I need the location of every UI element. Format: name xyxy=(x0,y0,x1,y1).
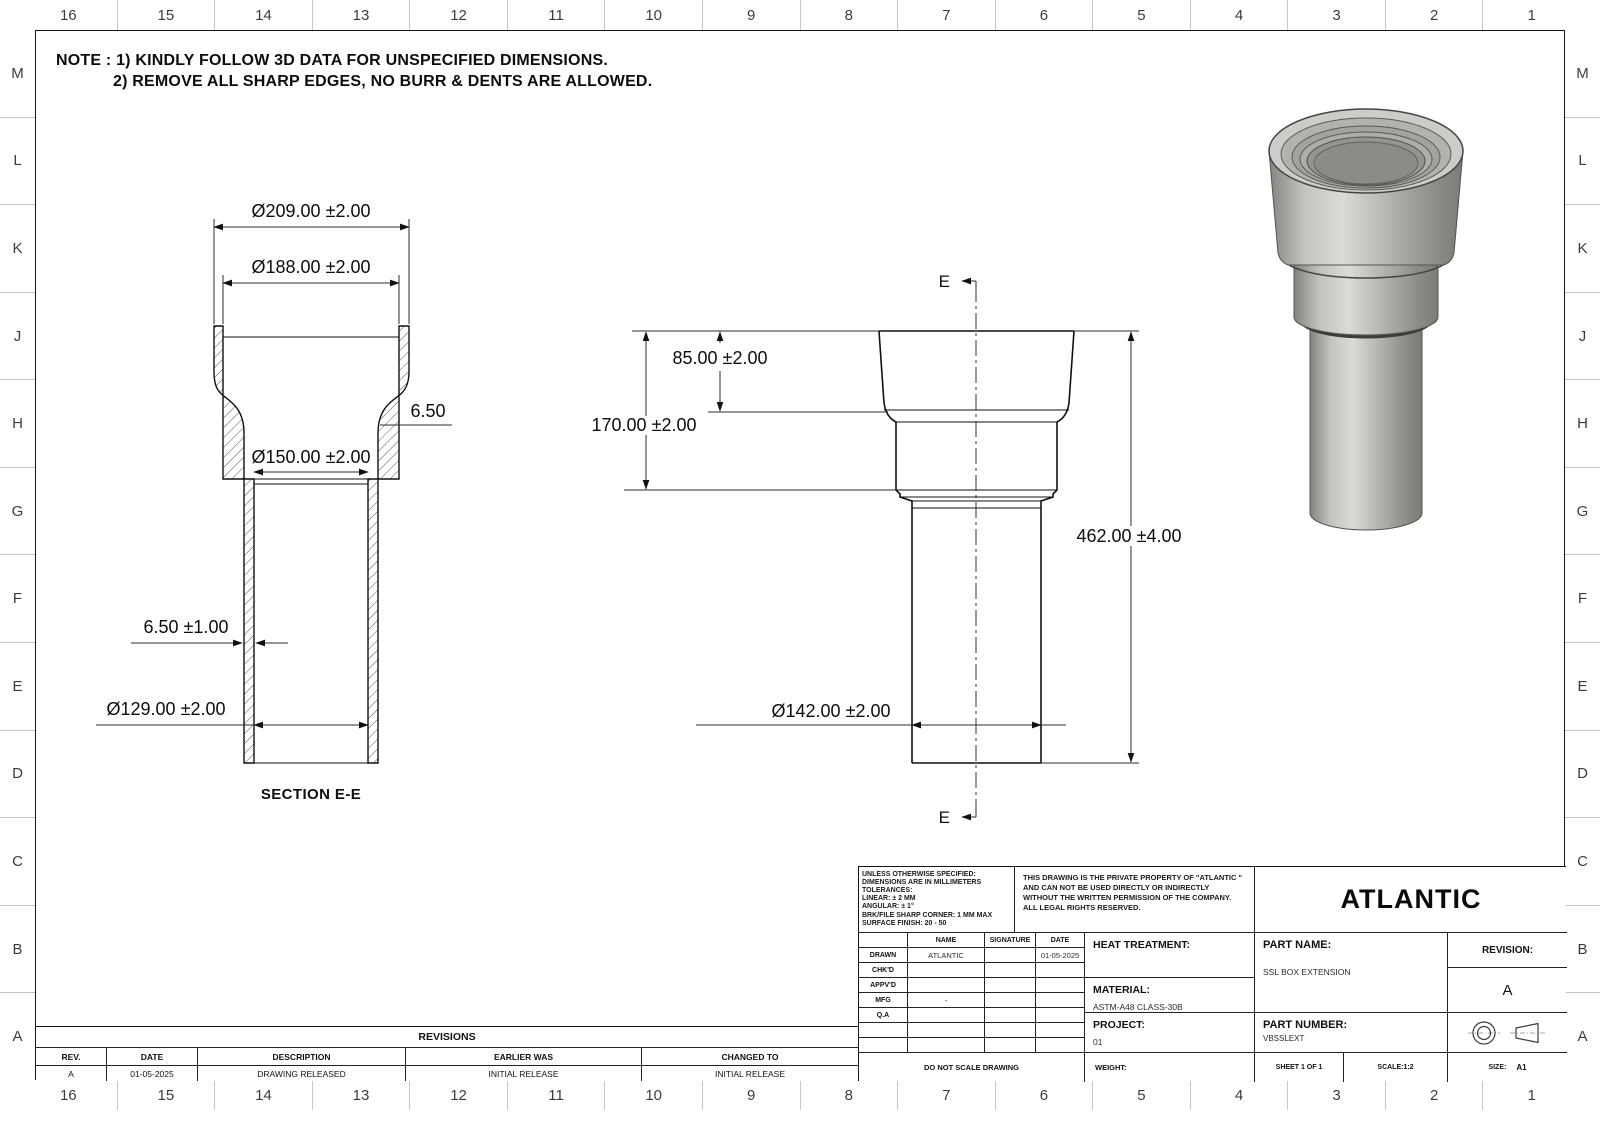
zone-column-label: 6 xyxy=(995,1080,1093,1110)
sign-row-date xyxy=(1035,992,1084,1007)
material-value: ASTM-A48 CLASS-30B xyxy=(1093,1002,1183,1012)
projection-symbol-cell xyxy=(1447,1012,1567,1052)
do-not-scale-note: DO NOT SCALE DRAWING xyxy=(859,1052,1084,1082)
section-right-wall xyxy=(368,326,409,763)
zone-column-label: 10 xyxy=(604,1080,702,1110)
zone-row-label: C xyxy=(1565,817,1600,905)
tolerance-line: DIMENSIONS ARE IN MILLIMETERS xyxy=(862,879,982,887)
sign-empty-cell xyxy=(984,1022,1035,1037)
revision-earlier-value: INITIAL RELEASE xyxy=(405,1066,641,1081)
sign-header-blank xyxy=(859,932,907,947)
project-cell xyxy=(1084,1012,1254,1052)
zone-column-label: 16 xyxy=(59,6,77,24)
zone-row-label: B xyxy=(0,905,35,993)
revisions-header-rev: REV. xyxy=(61,1051,81,1062)
revisions-data-row xyxy=(36,1066,858,1081)
zone-column-label: 9 xyxy=(702,1080,800,1110)
scale-info: SCALE:1:2 xyxy=(1343,1052,1447,1082)
zone-column-label: 11 xyxy=(507,1080,605,1110)
zone-row-label: A xyxy=(0,992,35,1080)
revision-date-value: 01-05-2025 xyxy=(106,1066,197,1081)
zone-row-label: B xyxy=(1565,905,1600,993)
sign-row-label: MFG xyxy=(859,992,907,1007)
dim-dia-129: Ø129.00 ±2.00 xyxy=(106,699,226,719)
part-number-cell xyxy=(1254,1012,1447,1052)
cut-arrow-label-top: E xyxy=(938,272,950,291)
sign-row-name: ATLANTIC xyxy=(907,947,984,962)
zone-column-label: 13 xyxy=(312,1080,410,1110)
zone-column-label: 3 xyxy=(1287,0,1385,30)
zone-column-label: 9 xyxy=(702,0,800,30)
zone-column-label: 7 xyxy=(897,1080,995,1110)
zone-column-label: 11 xyxy=(507,0,605,30)
sign-header-date: DATE xyxy=(1035,932,1084,947)
dim-h-462: 462.00 ±4.00 xyxy=(1076,526,1182,546)
part-3d-bore xyxy=(1314,142,1418,184)
project-label: PROJECT: xyxy=(1093,1019,1145,1031)
zone-row-label: G xyxy=(0,467,35,555)
revisions-title: REVISIONS xyxy=(36,1027,858,1048)
sign-row-name xyxy=(907,962,984,977)
zone-column-label: 14 xyxy=(214,0,312,30)
zone-column-label: 4 xyxy=(1190,0,1288,30)
revisions-header-changed: CHANGED TO xyxy=(641,1048,858,1065)
sign-row-name: - xyxy=(907,992,984,1007)
zone-strip-bottom xyxy=(20,1080,1580,1110)
sign-row-signature xyxy=(984,962,1035,977)
sign-row-signature xyxy=(984,977,1035,992)
zone-row-label: E xyxy=(1565,642,1600,730)
sign-row-label: DRAWN xyxy=(859,947,907,962)
zone-row-label: E xyxy=(0,642,35,730)
zone-row-label: J xyxy=(1565,292,1600,380)
zone-column-label: 10 xyxy=(604,0,702,30)
material-label: MATERIAL: xyxy=(1093,984,1150,996)
company-name: ATLANTIC xyxy=(1254,867,1567,932)
zone-row-label: J xyxy=(0,292,35,380)
zone-row-label: H xyxy=(0,379,35,467)
zone-row-label: F xyxy=(1565,554,1600,642)
section-label: SECTION E-E xyxy=(260,786,362,803)
revision-label: REVISION: xyxy=(1447,932,1567,967)
zone-column-label: 2 xyxy=(1385,1080,1483,1110)
zone-column-label: 2 xyxy=(1385,0,1483,30)
part-number-label: PART NUMBER: xyxy=(1263,1019,1348,1031)
sign-row-date xyxy=(1035,977,1084,992)
sign-row-signature xyxy=(984,992,1035,1007)
size-cell xyxy=(1447,1052,1567,1082)
part-name-value: SSL BOX EXTENSION xyxy=(1263,967,1351,977)
sign-empty-cell xyxy=(1035,1037,1084,1052)
sign-empty-cell xyxy=(907,1022,984,1037)
property-notice xyxy=(1014,867,1254,932)
material-cell xyxy=(1084,977,1254,1012)
zone-row-label: K xyxy=(0,204,35,292)
zone-column-label: 15 xyxy=(117,0,215,30)
elevation-view xyxy=(592,272,1182,827)
property-line: THIS DRAWING IS THE PRIVATE PROPERTY OF "ATLANTIC " xyxy=(1023,873,1243,882)
zone-column-label: 5 xyxy=(1092,0,1190,30)
sign-empty-cell xyxy=(859,1037,907,1052)
zone-column-label: 15 xyxy=(117,1080,215,1110)
tolerance-line: BRK/FILE SHARP CORNER: 1 MM MAX xyxy=(862,911,993,919)
zone-column-label: 13 xyxy=(312,0,410,30)
zone-row-label: C xyxy=(0,817,35,905)
part-name-label: PART NAME: xyxy=(1263,939,1332,951)
revisions-header-earlier: EARLIER WAS xyxy=(405,1048,641,1065)
weight-label: WEIGHT: xyxy=(1084,1052,1254,1082)
sign-empty-cell xyxy=(859,1022,907,1037)
note-line-1: NOTE : 1) KINDLY FOLLOW 3D DATA FOR UNSPECIFIED DIMENSIONS. xyxy=(56,52,608,69)
dim-dia-188: Ø188.00 ±2.00 xyxy=(251,257,371,277)
zone-column-label: 3 xyxy=(1287,1080,1385,1110)
size-label: SIZE: xyxy=(1488,1064,1507,1071)
drawing-sheet xyxy=(35,30,1565,1080)
heat-treatment-label: HEAT TREATMENT: xyxy=(1093,939,1191,951)
zone-row-label: K xyxy=(1565,204,1600,292)
zone-strip-left xyxy=(0,30,35,1080)
zone-column-label: 1 xyxy=(1482,1080,1580,1110)
zone-strip-top xyxy=(20,0,1580,30)
tolerance-line: SURFACE FINISH: 20 - 50 xyxy=(862,919,947,927)
property-line: WITHOUT THE WRITTEN PERMISSION OF THE COMPANY. xyxy=(1023,893,1232,903)
zone-row-label: D xyxy=(0,730,35,818)
elevation-outline-right xyxy=(1041,331,1074,763)
part-name-cell xyxy=(1254,932,1447,1012)
sign-row-date xyxy=(1035,962,1084,977)
revisions-header-row xyxy=(36,1048,858,1066)
zone-row-label: F xyxy=(0,554,35,642)
zone-column-label: 1 xyxy=(1482,0,1580,30)
dim-h-170: 170.00 ±2.00 xyxy=(591,415,697,435)
sign-empty-cell xyxy=(1035,1022,1084,1037)
zone-column-label: 4 xyxy=(1190,1080,1288,1110)
zone-row-label: M xyxy=(1576,64,1589,82)
zone-column-label: 16 xyxy=(59,1086,77,1104)
zone-row-label: A xyxy=(1565,992,1600,1080)
sheet-info: SHEET 1 OF 1 xyxy=(1254,1052,1343,1082)
sign-header-name: NAME xyxy=(907,932,984,947)
section-view xyxy=(96,201,452,803)
zone-strip-right xyxy=(1565,30,1600,1080)
sign-row-date: 01-05-2025 xyxy=(1035,947,1084,962)
zone-row-label: H xyxy=(1565,379,1600,467)
zone-row-label: M xyxy=(11,64,24,82)
sign-row-label: Q.A xyxy=(859,1007,907,1022)
dim-wall-650: 6.50 xyxy=(410,401,446,421)
sign-empty-cell xyxy=(907,1037,984,1052)
zone-column-label: 6 xyxy=(995,0,1093,30)
elevation-outline-left xyxy=(879,331,912,763)
part-number-value: VBSSLEXT xyxy=(1263,1034,1305,1043)
sign-row-date xyxy=(1035,1007,1084,1022)
revisions-header-date: DATE xyxy=(106,1048,197,1065)
part-3d-render xyxy=(1269,109,1463,530)
revision-changed-value: INITIAL RELEASE xyxy=(641,1066,858,1081)
sign-row-signature xyxy=(984,1007,1035,1022)
cut-arrow-label-bottom: E xyxy=(938,808,950,827)
third-angle-projection-icon xyxy=(1466,1019,1550,1047)
sign-empty-cell xyxy=(984,1037,1035,1052)
zone-row-label: G xyxy=(1565,467,1600,555)
zone-column-label: 12 xyxy=(409,0,507,30)
section-left-wall xyxy=(214,326,254,763)
part-3d-tube xyxy=(1310,327,1422,530)
zone-column-label: 14 xyxy=(214,1080,312,1110)
zone-column-label: 7 xyxy=(897,0,995,30)
title-block xyxy=(858,866,1566,1081)
sign-row-name xyxy=(907,977,984,992)
zone-column-label: 8 xyxy=(800,0,898,30)
dim-dia-150: Ø150.00 ±2.00 xyxy=(251,447,371,467)
dim-dia-142: Ø142.00 ±2.00 xyxy=(771,701,891,721)
tolerance-line: UNLESS OTHERWISE SPECIFIED: xyxy=(862,871,976,878)
dim-dia-209: Ø209.00 ±2.00 xyxy=(251,201,371,221)
property-line: ALL LEGAL RIGHTS RESERVED. xyxy=(1023,903,1141,913)
project-value: 01 xyxy=(1093,1037,1103,1047)
size-value: A1 xyxy=(1516,1063,1527,1072)
revisions-header-description: DESCRIPTION xyxy=(197,1048,405,1065)
sign-header-signature: SIGNATURE xyxy=(984,932,1035,947)
tolerance-notes xyxy=(859,867,1014,932)
tolerance-line: TOLERANCES: xyxy=(862,887,913,895)
zone-column-label: 12 xyxy=(409,1080,507,1110)
dim-h-85: 85.00 ±2.00 xyxy=(672,348,768,368)
sign-row-label: APPV'D xyxy=(859,977,907,992)
revision-rev-value: A xyxy=(68,1068,74,1079)
revisions-table xyxy=(36,1026,858,1081)
revision-value: A xyxy=(1447,967,1567,1012)
zone-row-label: D xyxy=(1565,730,1600,818)
zone-column-label: 5 xyxy=(1092,1080,1190,1110)
note-line-2: 2) REMOVE ALL SHARP EDGES, NO BURR & DENTS ARE ALLOWED. xyxy=(113,72,653,90)
sign-row-label: CHK'D xyxy=(859,962,907,977)
zone-row-label: L xyxy=(0,117,35,205)
property-line: AND CAN NOT BE USED DIRECTLY OR INDIRECTLY xyxy=(1023,883,1210,893)
zone-row-label: L xyxy=(1565,117,1600,205)
dim-wall-650-tol: 6.50 ±1.00 xyxy=(143,617,229,637)
tolerance-line: LINEAR: ± 2 MM xyxy=(862,895,916,903)
zone-column-label: 8 xyxy=(800,1080,898,1110)
sign-row-signature xyxy=(984,947,1035,962)
heat-treatment-cell xyxy=(1084,932,1254,977)
sign-row-name xyxy=(907,1007,984,1022)
tolerance-line: ANGULAR: ± 1° xyxy=(862,903,914,911)
revision-description-value: DRAWING RELEASED xyxy=(197,1066,405,1081)
